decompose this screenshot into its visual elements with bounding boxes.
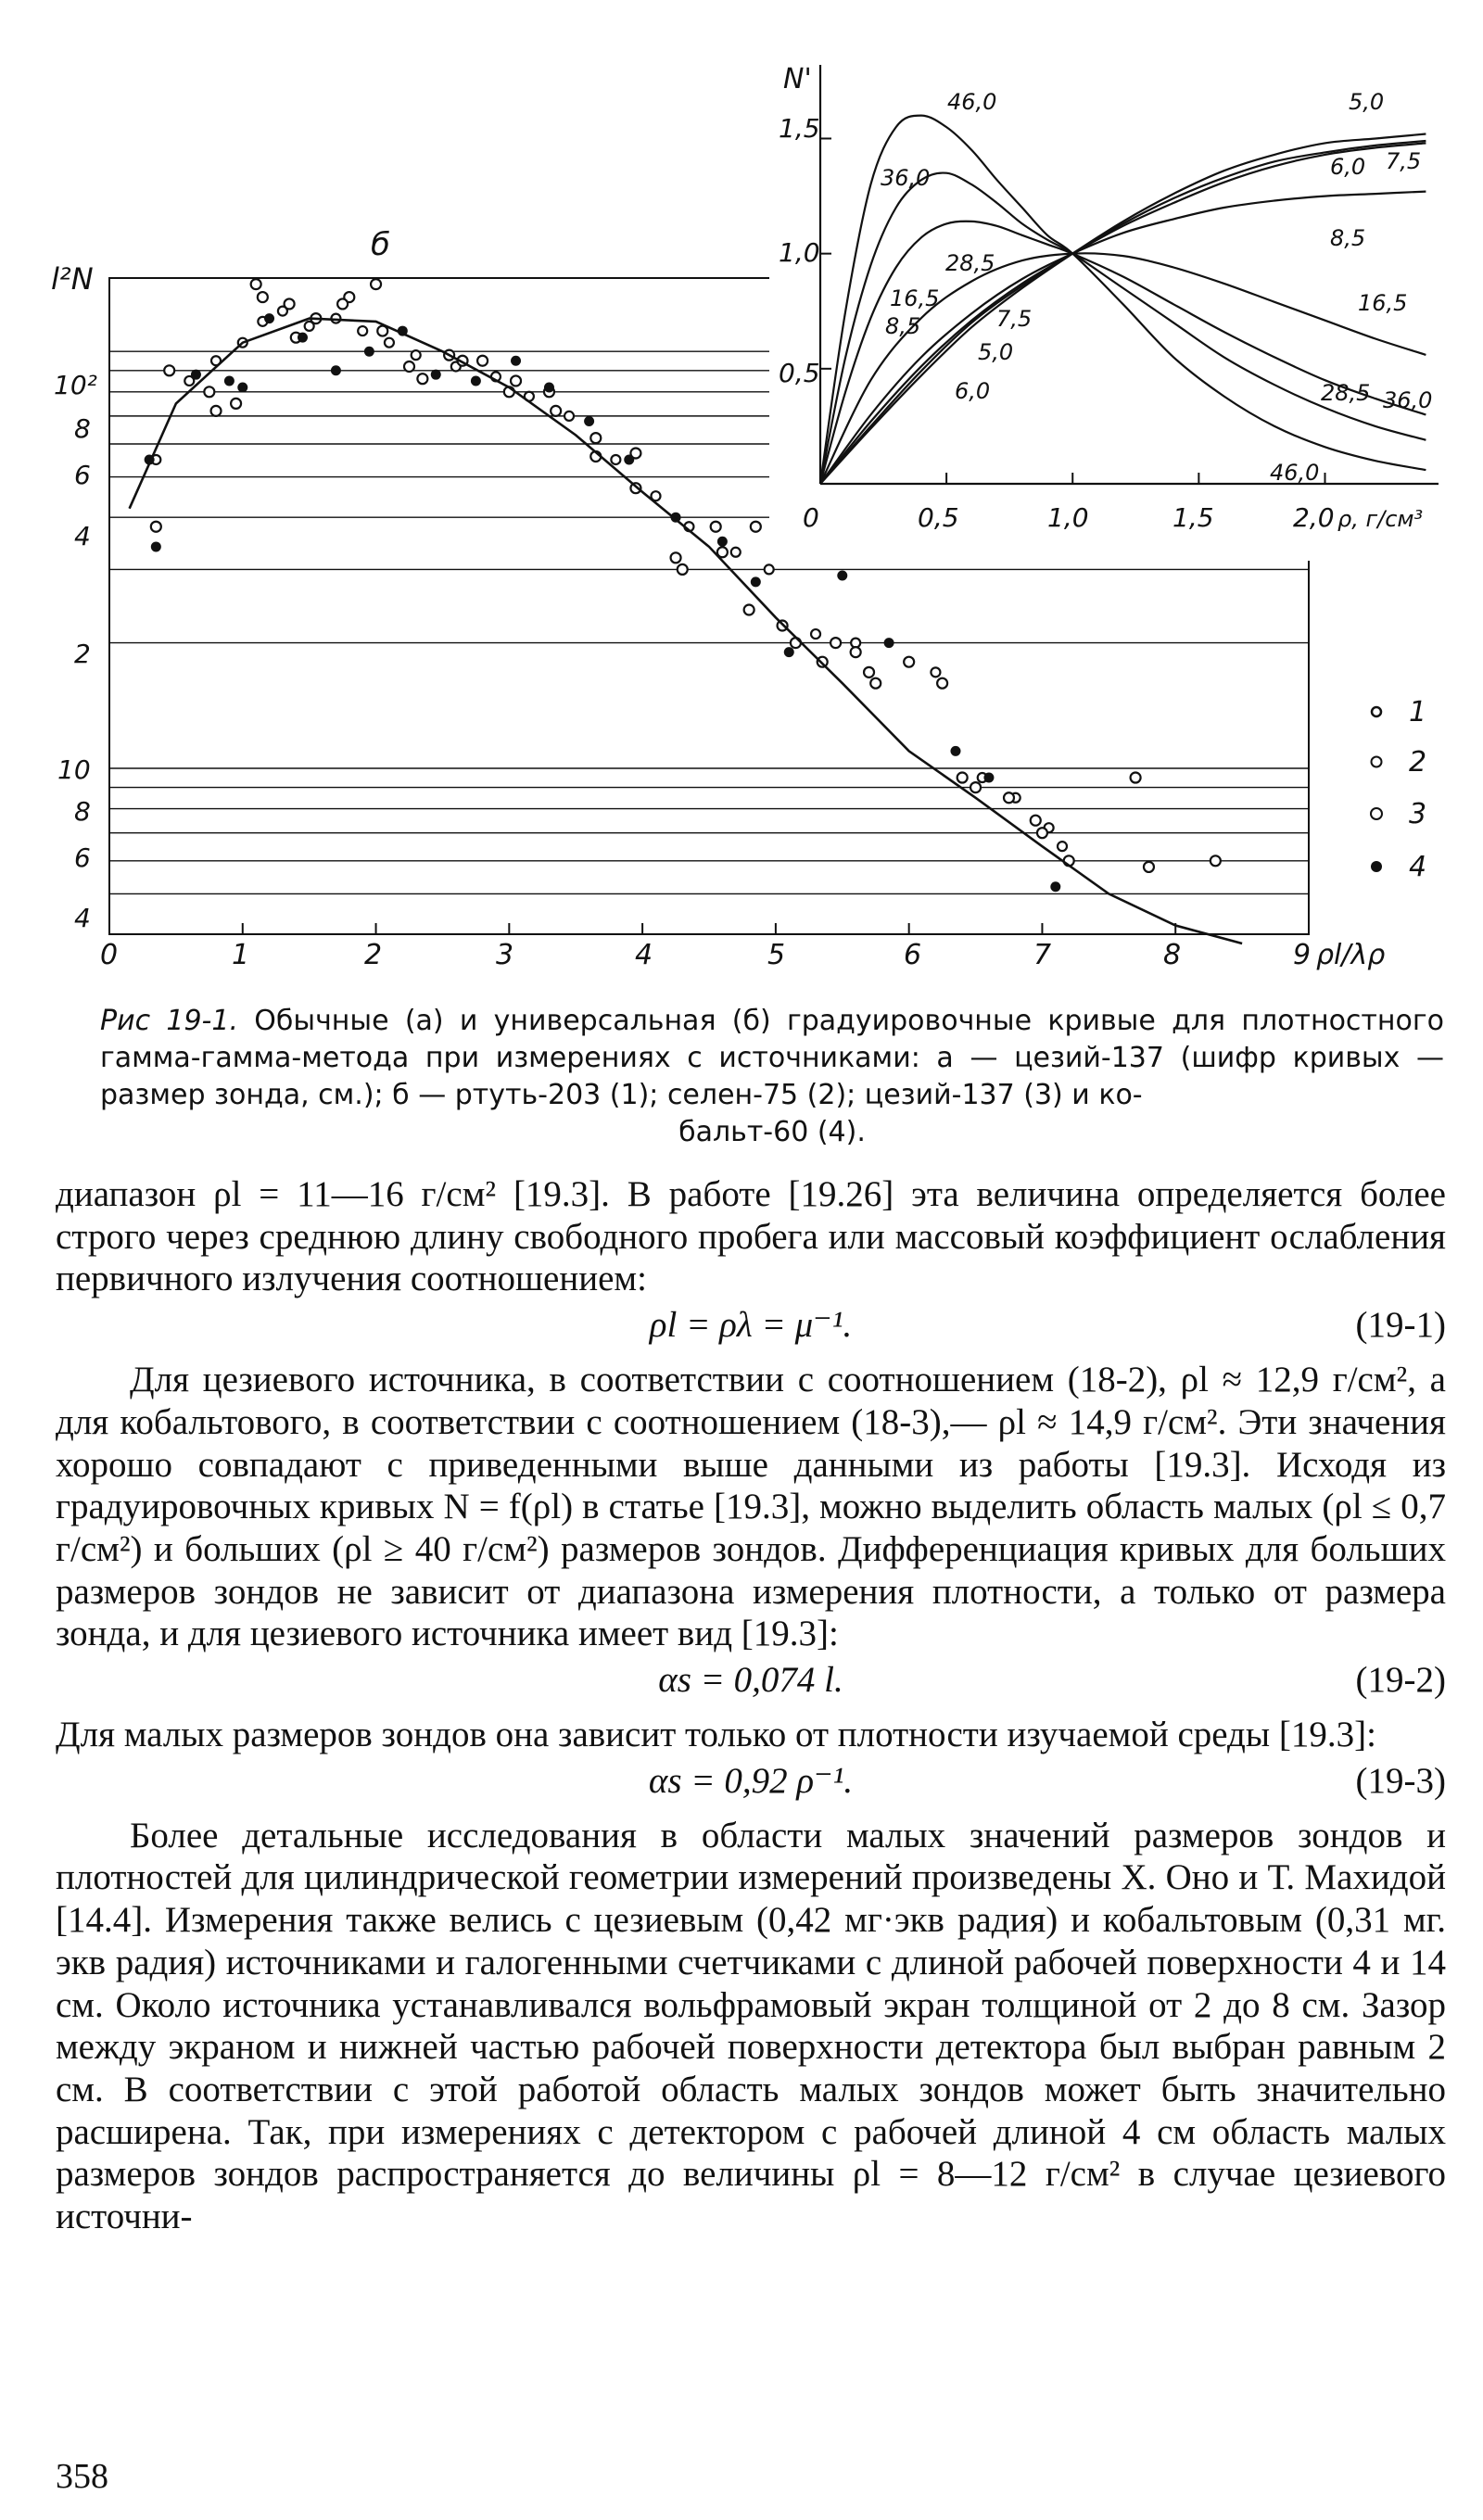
chart-b-panel-label: б (371, 226, 390, 263)
curve-label: 16,5 (1358, 290, 1408, 316)
x-tick-label: 1,5 (1172, 502, 1214, 533)
x-tick-label: 3 (496, 939, 514, 971)
figure-19-1 (0, 0, 1483, 1019)
chart-b-legend (1371, 696, 1426, 883)
curve-label: 8,5 (1330, 225, 1366, 251)
legend-label-3: 3 (1409, 798, 1427, 830)
curve-label: 6,0 (1330, 154, 1366, 180)
data-point-series-4 (471, 375, 481, 386)
x-tick-label: 0,5 (918, 502, 959, 533)
y-tick-label: 0,5 (779, 358, 820, 388)
data-point-series-2 (671, 552, 681, 563)
y-tick-label: 1,5 (779, 113, 820, 144)
data-point-series-4 (431, 370, 441, 380)
data-point-series-2 (404, 361, 414, 372)
paragraph: Для цезиевого источника, в соответствии с соотношением (18-2), ρl ≈ 12,9 г/см², а для кобальтового, в соответствии с соотношением (18-3),— ρl ≈ 14,9 г/см². Эти значения хорошо совпадают с приведенными выше данными из работы [19.3]. Исходя из градуировочных кривых N = f(ρl) в статье [19.3], можно выделить область малых (ρl ≤ 0,7 г/см²) и больших (ρl ≥ 40 г/см²) размеров зондов. Дифференциация кривых для больших размеров зондов не зависит от диапазона измерения плотности, а только от размера зонда, и для цезиевого источника имеет вид [19.3]: (56, 1360, 1446, 1654)
data-point-series-1 (611, 455, 620, 464)
data-point-series-4 (717, 537, 728, 547)
chart-a-background (769, 56, 1455, 561)
data-point-series-4 (784, 647, 794, 657)
data-point-series-4 (584, 416, 594, 426)
data-point-series-2 (477, 356, 488, 366)
data-point-series-1 (811, 629, 820, 639)
data-point-series-3 (1210, 855, 1221, 866)
data-point-series-2 (870, 678, 881, 689)
data-point-series-4 (331, 365, 341, 375)
data-point-series-3 (258, 292, 268, 302)
data-point-series-4 (191, 370, 201, 380)
equation-number: (19-1) (1355, 1305, 1446, 1346)
data-point-series-3 (371, 279, 381, 289)
data-point-series-1 (1058, 842, 1067, 851)
y-tick-label: 1,0 (779, 237, 820, 268)
curve-label: 5,0 (978, 339, 1014, 365)
curve-label: 36,0 (881, 165, 931, 191)
data-point-series-3 (904, 657, 914, 667)
data-point-series-4 (624, 454, 634, 464)
data-point-series-3 (1004, 792, 1014, 803)
legend-marker-1 (1372, 707, 1381, 716)
data-point-series-3 (957, 773, 968, 783)
data-point-series-3 (864, 667, 874, 677)
x-tick-label: 7 (1033, 939, 1052, 971)
data-point-series-4 (950, 746, 960, 756)
data-point-series-4 (237, 382, 247, 392)
y-tick-label: 10 (57, 754, 91, 785)
y-tick-label: 4 (74, 521, 91, 551)
equation-19-3 (56, 1760, 1446, 1811)
data-point-series-3 (337, 298, 348, 309)
data-point-series-4 (1050, 881, 1060, 892)
data-point-series-2 (251, 279, 261, 289)
figure-caption (100, 1003, 1444, 1151)
x-tick-label: 5 (767, 939, 786, 971)
data-point-series-2 (1144, 862, 1154, 872)
data-point-series-3 (1037, 828, 1047, 838)
data-point-series-4 (224, 375, 234, 386)
chart-a-y-axis-label: N' (783, 63, 812, 95)
x-tick-label: 9 (1293, 939, 1312, 971)
y-tick-label: 6 (74, 842, 91, 873)
data-point-series-2 (164, 365, 174, 375)
page-number: 358 (56, 2457, 108, 2496)
legend-label-1: 1 (1409, 696, 1427, 728)
equation-number: (19-2) (1355, 1660, 1446, 1701)
equation-formula: αs = 0,92 ρ⁻¹. (648, 1760, 854, 1801)
curve-label: 7,5 (996, 306, 1033, 332)
data-point-series-3 (211, 406, 222, 416)
data-point-series-2 (590, 433, 601, 443)
curve-label: 46,0 (1270, 460, 1320, 486)
data-point-series-4 (364, 347, 374, 357)
y-tick-label: 10² (54, 370, 97, 400)
data-point-series-2 (744, 604, 754, 614)
x-tick-label: 8 (1163, 939, 1182, 971)
y-tick-label: 6 (74, 460, 91, 490)
data-point-series-2 (851, 647, 861, 657)
x-tick-label: 2 (364, 939, 383, 971)
y-tick-label: 2 (74, 639, 91, 669)
x-tick-label: 4 (635, 939, 653, 971)
data-point-series-4 (264, 313, 274, 323)
data-point-series-3 (1131, 773, 1141, 783)
equation-formula: ρl = ρλ = μ⁻¹. (649, 1305, 853, 1346)
data-point-series-2 (204, 386, 214, 397)
data-point-series-2 (285, 298, 295, 309)
data-point-series-2 (231, 399, 241, 409)
caption-label: Рис 19-1. (100, 1005, 238, 1037)
x-tick-label: 6 (904, 939, 922, 971)
curve-label: 5,0 (1349, 89, 1385, 115)
chart-b-x-axis-label: ρl/λρ (1316, 939, 1386, 971)
data-point-series-4 (751, 576, 761, 587)
data-point-series-4 (511, 356, 521, 366)
legend-marker-2 (1372, 757, 1382, 767)
data-point-series-3 (417, 374, 427, 384)
curve-label: 7,5 (1386, 148, 1422, 174)
data-point-series-3 (151, 522, 161, 532)
legend-label-2: 2 (1409, 746, 1427, 779)
chart-b-x-tick-labels (100, 939, 1311, 971)
data-point-series-2 (970, 782, 981, 792)
data-point-series-1 (412, 350, 421, 360)
chart-a-x-axis-label: ρ, г/см³ (1337, 506, 1424, 532)
data-point-series-4 (298, 333, 308, 343)
equation-number: (19-3) (1355, 1760, 1446, 1801)
legend-marker-3 (1371, 808, 1382, 819)
x-tick-label: 0 (803, 502, 819, 533)
data-point-series-4 (544, 382, 554, 392)
caption-text: Обычные (а) и универсальная (б) градуировочные кривые для плотностного гамма-гамма-метода при измерениях с источниками: а — цезий-137 (шифр кривых — размер зонда, см.); б — ртуть-203 (1); селен-75 (2); цезий-137 (3) и ко- (100, 1005, 1444, 1111)
data-point-series-1 (931, 667, 940, 677)
equation-formula: αs = 0,074 l. (658, 1660, 843, 1701)
data-point-series-3 (830, 638, 841, 648)
data-point-series-4 (151, 541, 161, 551)
legend-marker-4 (1371, 861, 1382, 872)
y-tick-label: 8 (74, 796, 91, 827)
chart-a (769, 56, 1455, 561)
equation-19-1 (56, 1304, 1446, 1355)
data-point-series-1 (564, 412, 574, 421)
y-tick-label: 4 (74, 903, 91, 933)
equation-19-2 (56, 1659, 1446, 1710)
data-point-series-1 (765, 564, 774, 574)
data-point-series-1 (731, 548, 741, 557)
x-tick-label: 1 (232, 939, 250, 971)
data-point-series-2 (511, 375, 521, 386)
data-point-series-3 (751, 522, 761, 532)
data-point-series-2 (1031, 816, 1041, 826)
data-point-series-1 (385, 338, 394, 348)
paragraph: Для малых размеров зондов она зависит только от плотности изучаемой среды [19.3]: (56, 1715, 1376, 1755)
body-text (56, 1173, 1446, 2238)
data-point-series-3 (551, 406, 561, 416)
curve-label: 16,5 (890, 285, 940, 311)
data-point-series-4 (983, 773, 994, 783)
x-tick-label: 1,0 (1047, 502, 1089, 533)
curve-label: 8,5 (885, 313, 921, 339)
x-tick-label: 0 (100, 939, 119, 971)
y-tick-label: 8 (74, 413, 91, 444)
paragraph: диапазон ρl = 11—16 г/см² [19.3]. В работе [19.26] эта величина определяется более строго через среднюю длину свободного пробега или массовый коэффициент ослабления первичного излучения соотношением: (56, 1174, 1446, 1299)
data-point-series-2 (937, 678, 947, 689)
data-point-series-1 (358, 326, 367, 336)
legend-label-4: 4 (1409, 851, 1427, 883)
caption-end: бальт-60 (4). (678, 1116, 866, 1148)
x-tick-label: 2,0 (1293, 502, 1335, 533)
curve-label: 46,0 (947, 89, 997, 115)
chart-b-y-axis-label: l²N (51, 261, 94, 297)
curve-label: 36,0 (1383, 387, 1433, 413)
data-point-series-4 (884, 638, 894, 648)
data-point-series-2 (711, 522, 721, 532)
paragraph: Более детальные исследования в области малых значений размеров зондов и плотностей для цилиндрической геометрии измерений произведены Х. Оно и Т. Махидой [14.4]. Измерения также велись с цезиевым (0,42 мг·экв радия) и кобальтовым (0,31 мг. экв радия) источниками и галогенными счетчиками с длиной рабочей поверхности 4 и 14 см. Около источника устанавливался вольфрамовый экран толщиной от 2 до 8 см. Зазор между экраном и нижней частью рабочей поверхности детектора был выбран равным 2 см. В соответствии с этой работой область малых зондов может быть значительно расширена. Так, при измерениях с детектором с рабочей длиной 4 см область малых размеров зондов распространяется до величины ρl = 8—12 г/см² в случае цезиевого источни- (56, 1815, 1446, 2237)
curve-label: 6,0 (955, 378, 991, 404)
curve-label: 28,5 (1321, 380, 1371, 406)
curve-label: 28,5 (945, 250, 995, 276)
data-point-series-4 (837, 571, 847, 581)
chart-b-y-tick-labels (54, 370, 97, 933)
data-point-series-3 (678, 564, 688, 575)
